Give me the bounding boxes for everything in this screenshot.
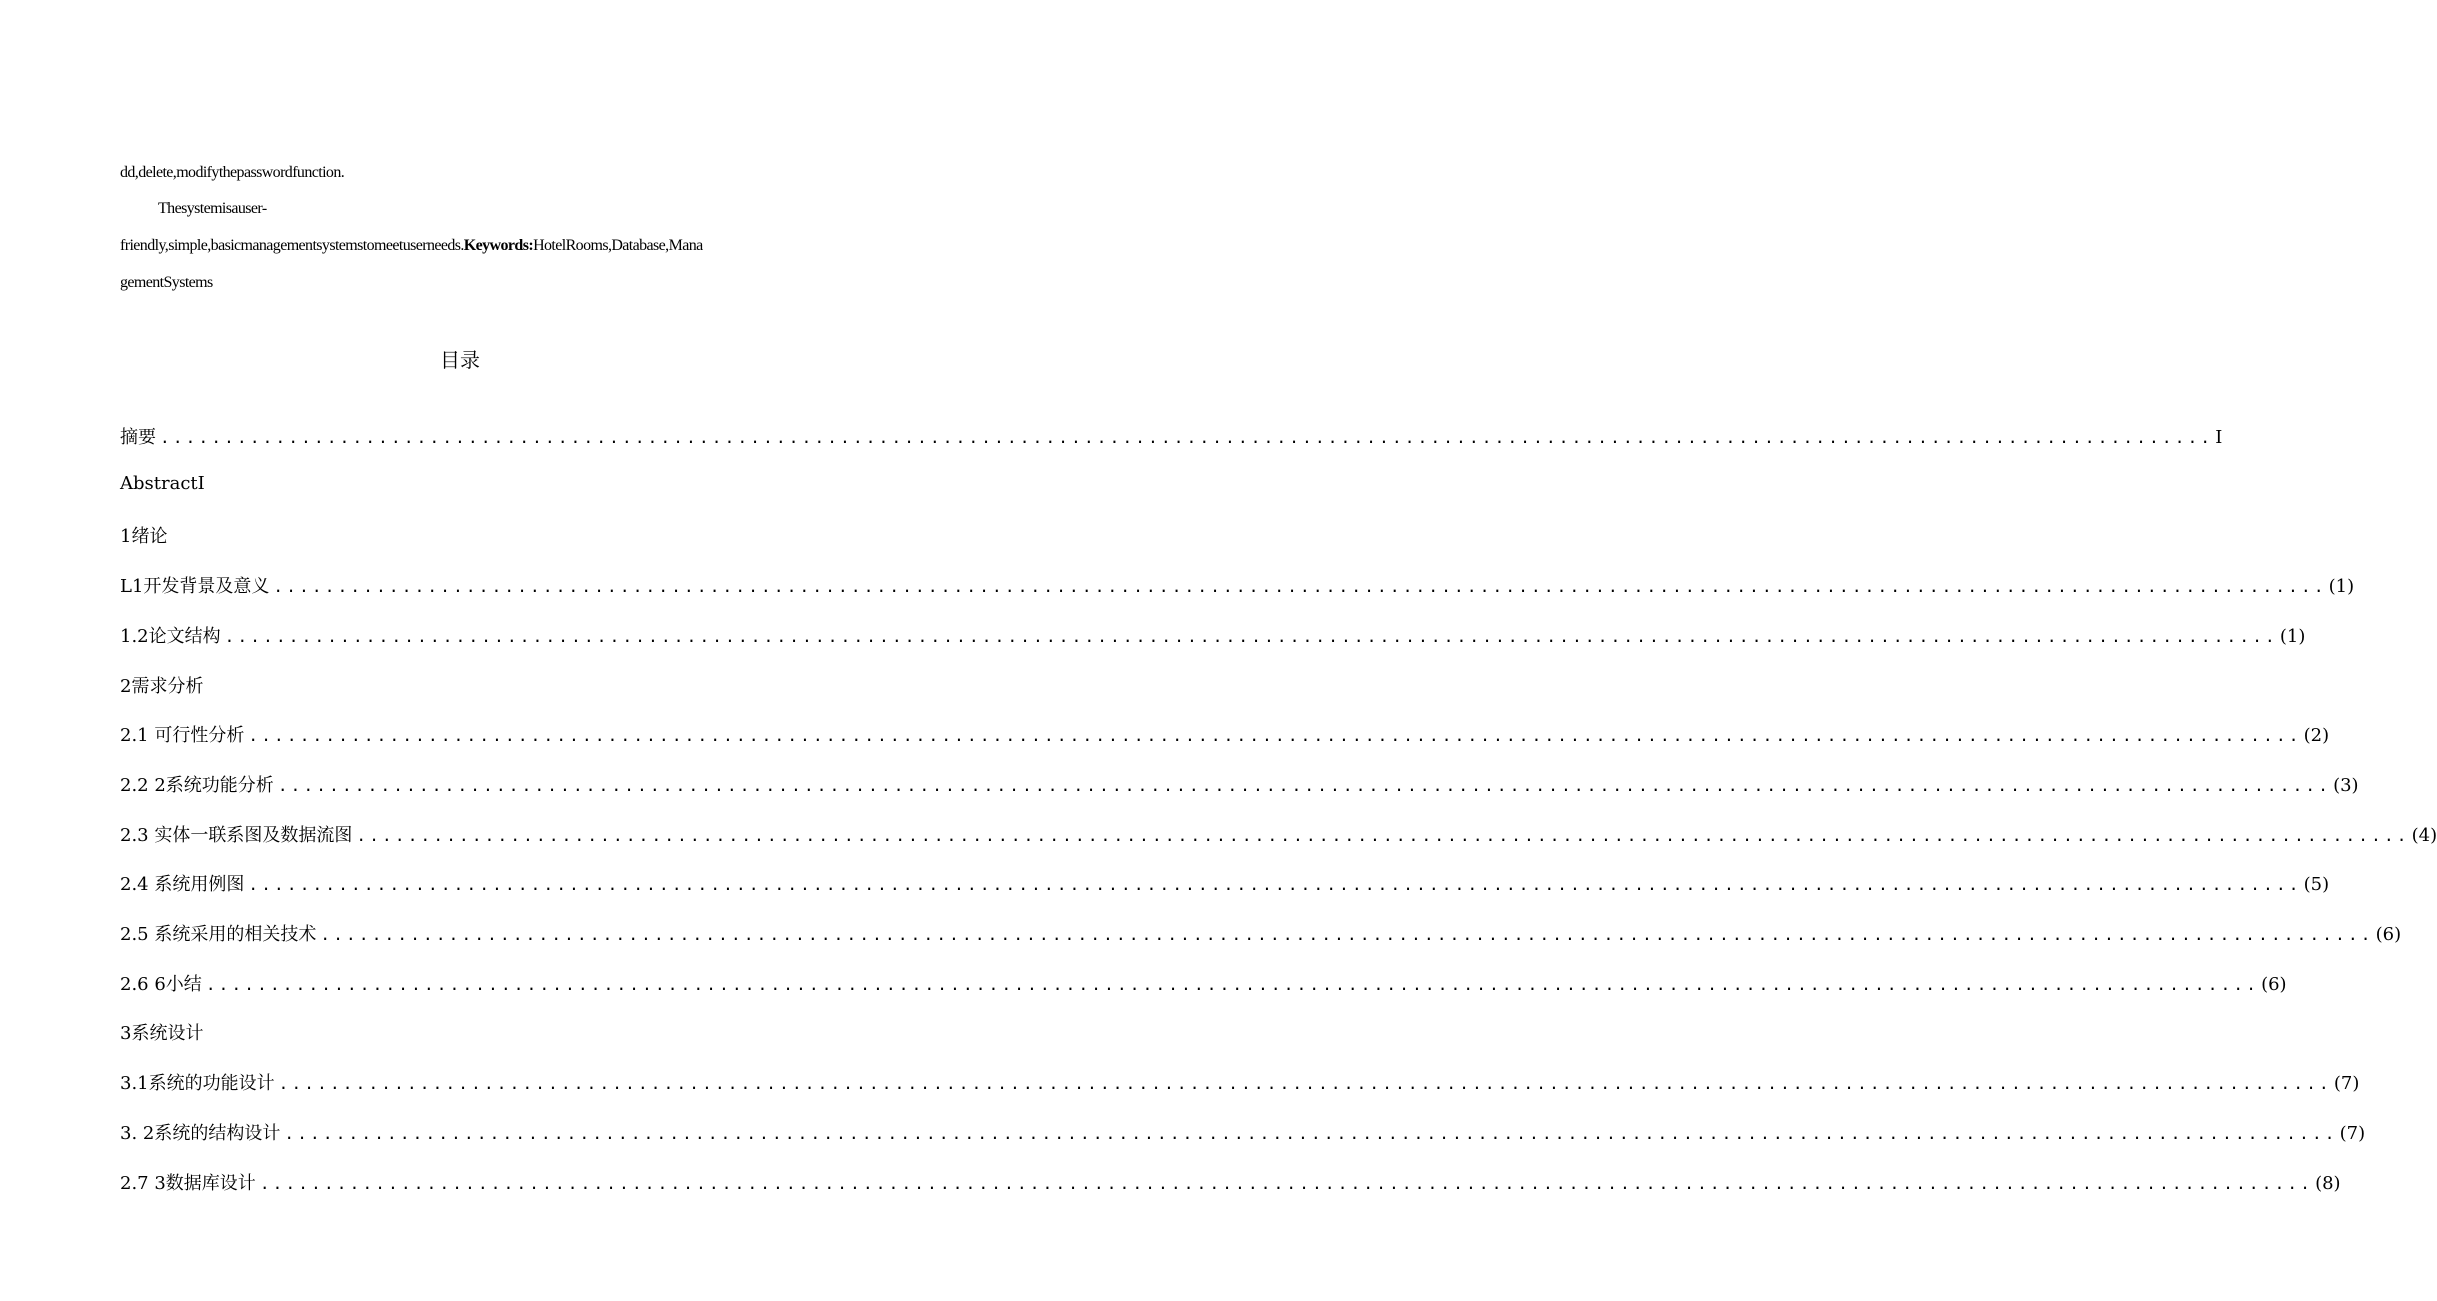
toc-title: 目录 xyxy=(440,348,480,372)
abstract-line-2: Thesystemisauser- xyxy=(158,200,267,217)
abstract-line-1: dd,delete,modifythepasswordfunction. xyxy=(120,164,345,181)
toc-leader-dots: ................................................................................................................................................................ xyxy=(160,428,2214,447)
toc-entry-page: (2) xyxy=(2303,725,2330,746)
toc-entry-label: 3.1系统的功能设计 xyxy=(120,1073,275,1094)
toc-entry-page: (1) xyxy=(2328,576,2355,597)
toc-leader-dots: ................................................................................................................................................................ xyxy=(224,627,2278,646)
toc-entry[interactable] xyxy=(120,870,2330,900)
toc-entry[interactable] xyxy=(120,970,2287,1000)
toc-leader-dots: ................................................................................................................................................................ xyxy=(320,925,2374,944)
toc-entry-page: (6) xyxy=(2375,924,2402,945)
keywords-text: HotelRooms,Database,Mana xyxy=(533,237,703,254)
toc-entry-page: (3) xyxy=(2333,775,2359,796)
toc-entry-label: 2.2 2系统功能分析 xyxy=(120,775,274,796)
toc-entry-label: 2.7 3数据库设计 xyxy=(120,1173,256,1194)
toc-entry-label: 摘要 xyxy=(120,427,156,448)
keywords-label: Keywords: xyxy=(463,237,534,254)
toc-entry[interactable] xyxy=(120,821,2437,851)
toc-leader-dots: ................................................................................................................................................................ xyxy=(259,1174,2314,1193)
toc-entry-label: 2.1 可行性分析 xyxy=(120,725,245,746)
abstract-line-3-text: friendly,simple,basicmanagementsystemstomeetuserneeds. xyxy=(120,237,464,254)
toc-entry-page: (5) xyxy=(2303,874,2330,895)
toc-entry-label: 1绪论 xyxy=(120,526,168,547)
toc-entry[interactable] xyxy=(120,473,788,503)
toc-entry-page: (4) xyxy=(2411,825,2437,846)
toc-entry-label: 2.5 系统采用的相关技术 xyxy=(120,924,317,945)
toc-entry[interactable] xyxy=(120,1169,2341,1199)
abstract-line-3 xyxy=(120,237,703,255)
toc-entry-page: I xyxy=(2215,427,2223,448)
toc-entry-label: L1开发背景及意义 xyxy=(120,576,270,597)
toc-entry-page: (7) xyxy=(2333,1073,2360,1094)
toc-entry[interactable] xyxy=(120,522,788,552)
toc-leader-dots: ................................................................................................................................................................ xyxy=(205,975,2260,994)
toc-entry-label: 1.2论文结构 xyxy=(120,626,221,647)
toc-leader-dots: ................................................................................................................................................................ xyxy=(356,826,2410,845)
toc-entry[interactable] xyxy=(120,622,2306,652)
toc-entry[interactable] xyxy=(120,672,788,702)
toc-entry-label: 2.6 6小结 xyxy=(120,974,202,995)
toc-entry-page: (6) xyxy=(2261,974,2287,995)
toc-entry-label: 2需求分析 xyxy=(120,676,204,697)
toc-entry-label: AbstractI xyxy=(120,473,205,494)
toc-entry-label: 3系统设计 xyxy=(120,1023,204,1044)
toc-entry-label: 2.3 实体一联系图及数据流图 xyxy=(120,825,353,846)
abstract-line-4: gementSystems xyxy=(120,274,213,291)
toc-leader-dots: ................................................................................................................................................................ xyxy=(277,776,2332,795)
toc-entry[interactable] xyxy=(120,1119,2366,1149)
toc-entry[interactable] xyxy=(120,1069,2360,1099)
toc-entry-label: 3. 2系统的结构设计 xyxy=(120,1123,281,1144)
toc-leader-dots: ................................................................................................................................................................ xyxy=(278,1074,2332,1093)
toc-leader-dots: ................................................................................................................................................................ xyxy=(273,577,2327,596)
toc-entry-page: (1) xyxy=(2279,626,2306,647)
toc-entry[interactable] xyxy=(120,771,2359,801)
toc-entry[interactable] xyxy=(120,920,2402,950)
toc-entry-page: (8) xyxy=(2315,1173,2341,1194)
toc-entry[interactable] xyxy=(120,572,2355,602)
toc-entry[interactable] xyxy=(120,721,2330,751)
toc-entry[interactable] xyxy=(120,423,2223,453)
toc-entry[interactable] xyxy=(120,1019,788,1049)
toc-entry-page: (7) xyxy=(2339,1123,2366,1144)
toc-leader-dots: ................................................................................................................................................................ xyxy=(248,875,2302,894)
toc-entry-label: 2.4 系统用例图 xyxy=(120,874,245,895)
toc-leader-dots: ................................................................................................................................................................ xyxy=(284,1124,2338,1143)
toc-leader-dots: ................................................................................................................................................................ xyxy=(248,726,2302,745)
